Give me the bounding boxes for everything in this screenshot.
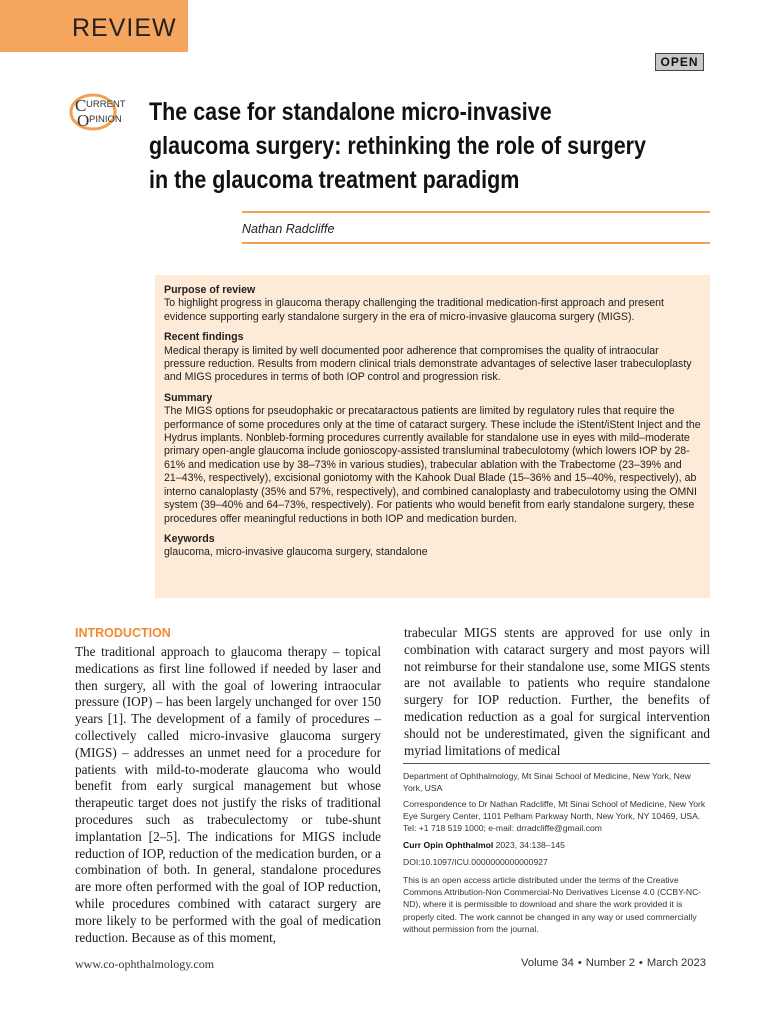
- summary-text: The MIGS options for pseudophakic or precataractous patients are limited by regulatory rules that require the performance of some procedures only at the time of cataract surgery. These include the iStent/iStent Inject and the Hydrus implants. Nonbleb-forming procedures currently available for standalone use in eyes with mild–moderate primary open-angle glaucoma include gonioscopy-assisted transluminal trabeculotomy (which lowers IOP by 28-61% and medication use by 38–73% in various studies), trabecular ablation with the Trabectome (23–39% and 21–43%, respectively), excisional goniotomy with the Kahook Dual Blade (15–36% and 15–40%, respectively), ab interno canaloplasty (35% and 57%, respectively), and combined canaloplasty and trabeculotomy using the OMNI system (39–40% and 64–73%, respectively). For patients who would benefit from early standalone surgery, these procedures offer meaningful reductions in both IOP and medication burden.: [164, 405, 701, 525]
- purpose-heading: Purpose of review: [164, 284, 256, 296]
- journal-name: Curr Opin Ophthalmol: [403, 840, 494, 850]
- journal-citation: [403, 839, 710, 851]
- author-name: Nathan Radcliffe: [242, 222, 335, 236]
- current-opinion-logo: [68, 92, 136, 132]
- keywords-text: glaucoma, micro-invasive glaucoma surgery, standalone: [164, 546, 428, 559]
- separator-1: •: [577, 957, 582, 969]
- author-rule-top: [242, 211, 710, 213]
- separator-2: •: [638, 957, 643, 969]
- body-left-column: The traditional approach to glaucoma therapy – topical medications as first line followed if needed by laser and then surgery, all with the goal of lowering intraocular pressure (IOP) – has been largely unchanged for over 150 years [1]. The development of a family of procedures –collectively called micro-invasive glaucoma surgery (MIGS) – addresses an unmet need for a procedure for patients with mild-to-moderate glaucoma who would benefit from early surgical management but whose therapeutic target does not justify the risks of traditional procedures such as trabeculectomy or tube-shunt implantation [2–5]. The indications for MIGS include reduction of IOP, reduction of the medication burden, or a combination of both. In general, standalone procedures are more often performed with the goal of IOP reduction, while procedures combined with cataract surgery are more likely to be performed with the goal of medication reduction. Because as of this moment,: [75, 644, 381, 945]
- issue-volume: Volume 34: [521, 957, 574, 969]
- correspondence-note: Correspondence to Dr Nathan Radcliffe, Mt Sinai School of Medicine, New York Eye Surgery Center, 1101 Pelham Parkway North, New York, NY 10469, USA. Tel: +1 718 519 1000; e-mail: drradcliffe@gmail.com: [403, 799, 706, 834]
- issue-date: March 2023: [646, 957, 706, 969]
- journal-website: www.co-ophthalmology.com: [75, 957, 215, 971]
- findings-heading: Recent findings: [164, 331, 244, 344]
- logo-text-bottom: PINION: [89, 114, 122, 125]
- doi-note: DOI:10.1097/ICU.0000000000000927: [403, 857, 548, 867]
- author-rule-bottom: [242, 242, 710, 244]
- issue-number: Number 2: [585, 957, 635, 969]
- abstract-box: [155, 275, 710, 598]
- findings-text: Medical therapy is limited by well documented poor adherence that compromises the quality of intraocular pressure reduction. Results from modern clinical trials demonstrate advantages of selective laser trabeculoplasty and MIGS procedures in terms of both IOP control and progression risk.: [164, 344, 692, 384]
- introduction-heading: INTRODUCTION: [75, 626, 171, 640]
- affiliation-note: Department of Ophthalmology, Mt Sinai School of Medicine, New York, New York, USA: [403, 771, 691, 794]
- open-access-badge: OPEN: [655, 53, 704, 71]
- journal-volume-pages: 2023, 34:138–145: [493, 840, 565, 850]
- article-title: The case for standalone micro-invasive glaucoma surgery: rethinking the role of surgery in the glaucoma treatment paradigm: [149, 98, 646, 194]
- purpose-text: To highlight progress in glaucoma therapy challenging the traditional medication-first approach and present evidence supporting early standalone surgery in the era of micro-invasive glaucoma surgery (MIGS).: [164, 297, 664, 323]
- logo-letter-c: C: [75, 96, 87, 115]
- footnote-rule: [403, 763, 710, 764]
- license-note: This is an open access article distributed under the terms of the Creative Commons Attribution-Non Commercial-No Derivatives License 4.0 (CCBY-NC-ND), where it is permissible to download and share the work provided it is properly cited. The work cannot be changed in any way or used commercially without permission from the journal.: [403, 875, 702, 934]
- keywords-heading: Keywords: [164, 532, 215, 545]
- summary-heading: Summary: [164, 391, 213, 404]
- section-tab: REVIEW: [0, 0, 188, 52]
- issue-info: [521, 957, 706, 969]
- logo-letter-o: O: [77, 111, 90, 130]
- logo-text-top: URRENT: [86, 99, 126, 110]
- body-right-column: trabecular MIGS stents are approved for use only in combination with cataract surgery and most payors will not reimburse for their standalone use, some MIGS stents are not available to patients who require standalone surgery for IOP reduction. Further, the benefits of medication reduction as a goal for surgical intervention should not be underestimated, given the significant and myriad limitations of medical: [404, 625, 710, 758]
